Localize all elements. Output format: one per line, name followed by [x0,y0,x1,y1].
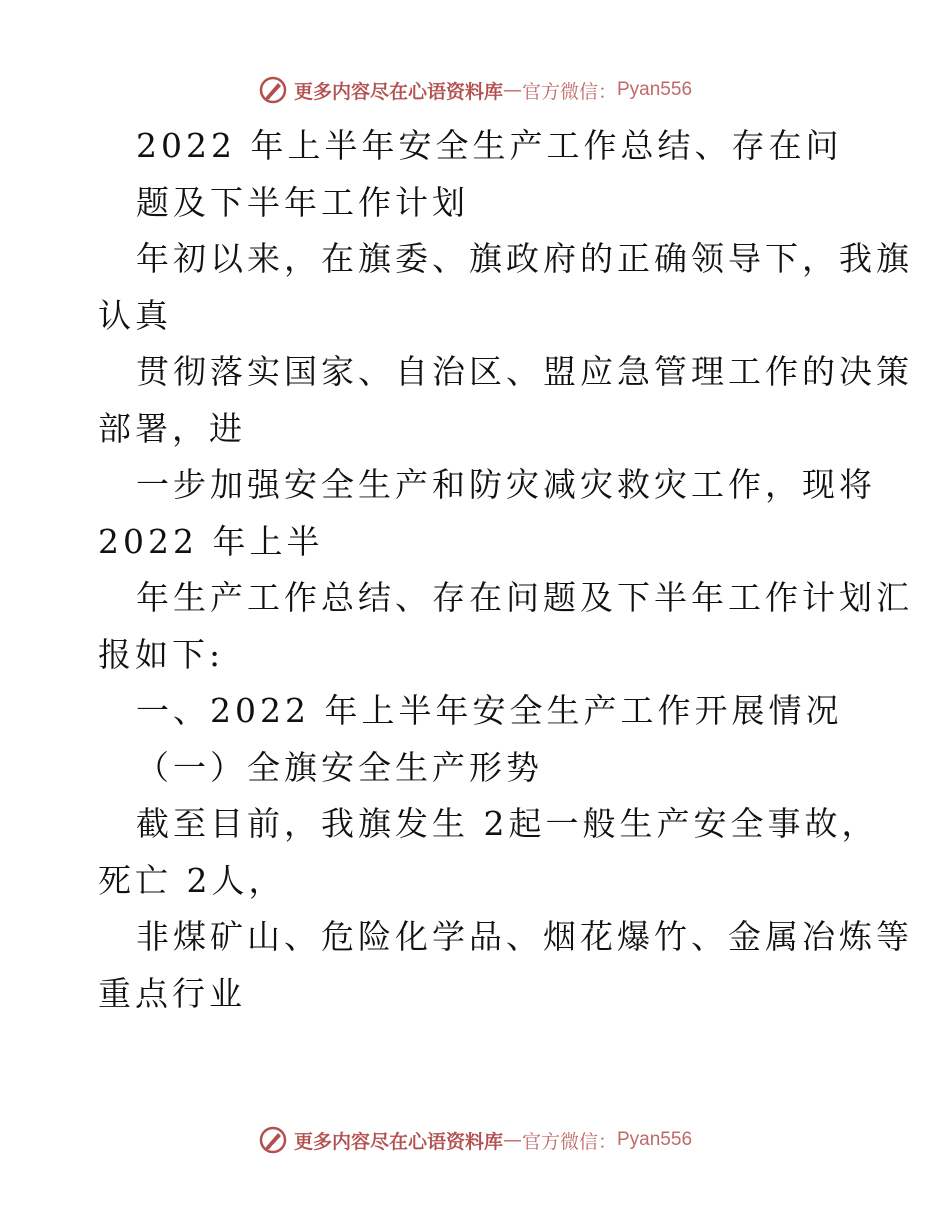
document-title-line-2: 题及下半年工作计划 [136,182,469,222]
banner-brand-text: 更多内容尽在心语资料库 [293,80,503,103]
paragraph-line: 2022 年上半 [98,521,324,561]
header-watermark-banner [0,72,950,108]
pen-logo-icon [258,1125,288,1155]
paragraph-line: 一步加强安全生产和防灾减灾救灾工作，现将 [136,465,876,504]
section-heading: 一、2022 年上半年安全生产工作开展情况 [136,691,843,730]
paragraph-line: 年生产工作总结、存在问题及下半年工作计划汇 [136,578,913,617]
banner-dash: — [502,1129,522,1151]
banner-brand-text: 更多内容尽在心语资料库 [293,1130,503,1153]
paragraph-line: 死亡 2人， [98,860,286,900]
subsection-heading: （一）全旗安全生产形势 [136,747,543,787]
banner-wechat-label: 官方微信： [521,1130,617,1153]
paragraph-line: 部署，进 [98,408,246,448]
document-title-line-1: 2022 年上半年安全生产工作总结、存在问 [136,126,843,165]
banner-wechat-id: Pyan556 [617,79,693,100]
paragraph-line: 重点行业 [98,973,246,1013]
paragraph-line: 截至目前，我旗发生 2起一般生产安全事故， [136,804,879,843]
paragraph-line: 认真 [98,295,172,335]
banner-wechat-id: Pyan556 [617,1129,693,1150]
banner-wechat-label: 官方微信： [521,80,617,103]
paragraph-line: 年初以来，在旗委、旗政府的正确领导下，我旗 [136,239,913,278]
paragraph-line: 贯彻落实国家、自治区、盟应急管理工作的决策 [136,352,913,391]
banner-dash: — [502,79,522,101]
paragraph-line: 报如下: [98,634,225,674]
paragraph-line: 非煤矿山、危险化学品、烟花爆竹、金属冶炼等 [136,917,913,956]
footer-watermark-banner [0,1122,950,1158]
pen-logo-icon [258,75,288,105]
document-body [98,118,913,1022]
